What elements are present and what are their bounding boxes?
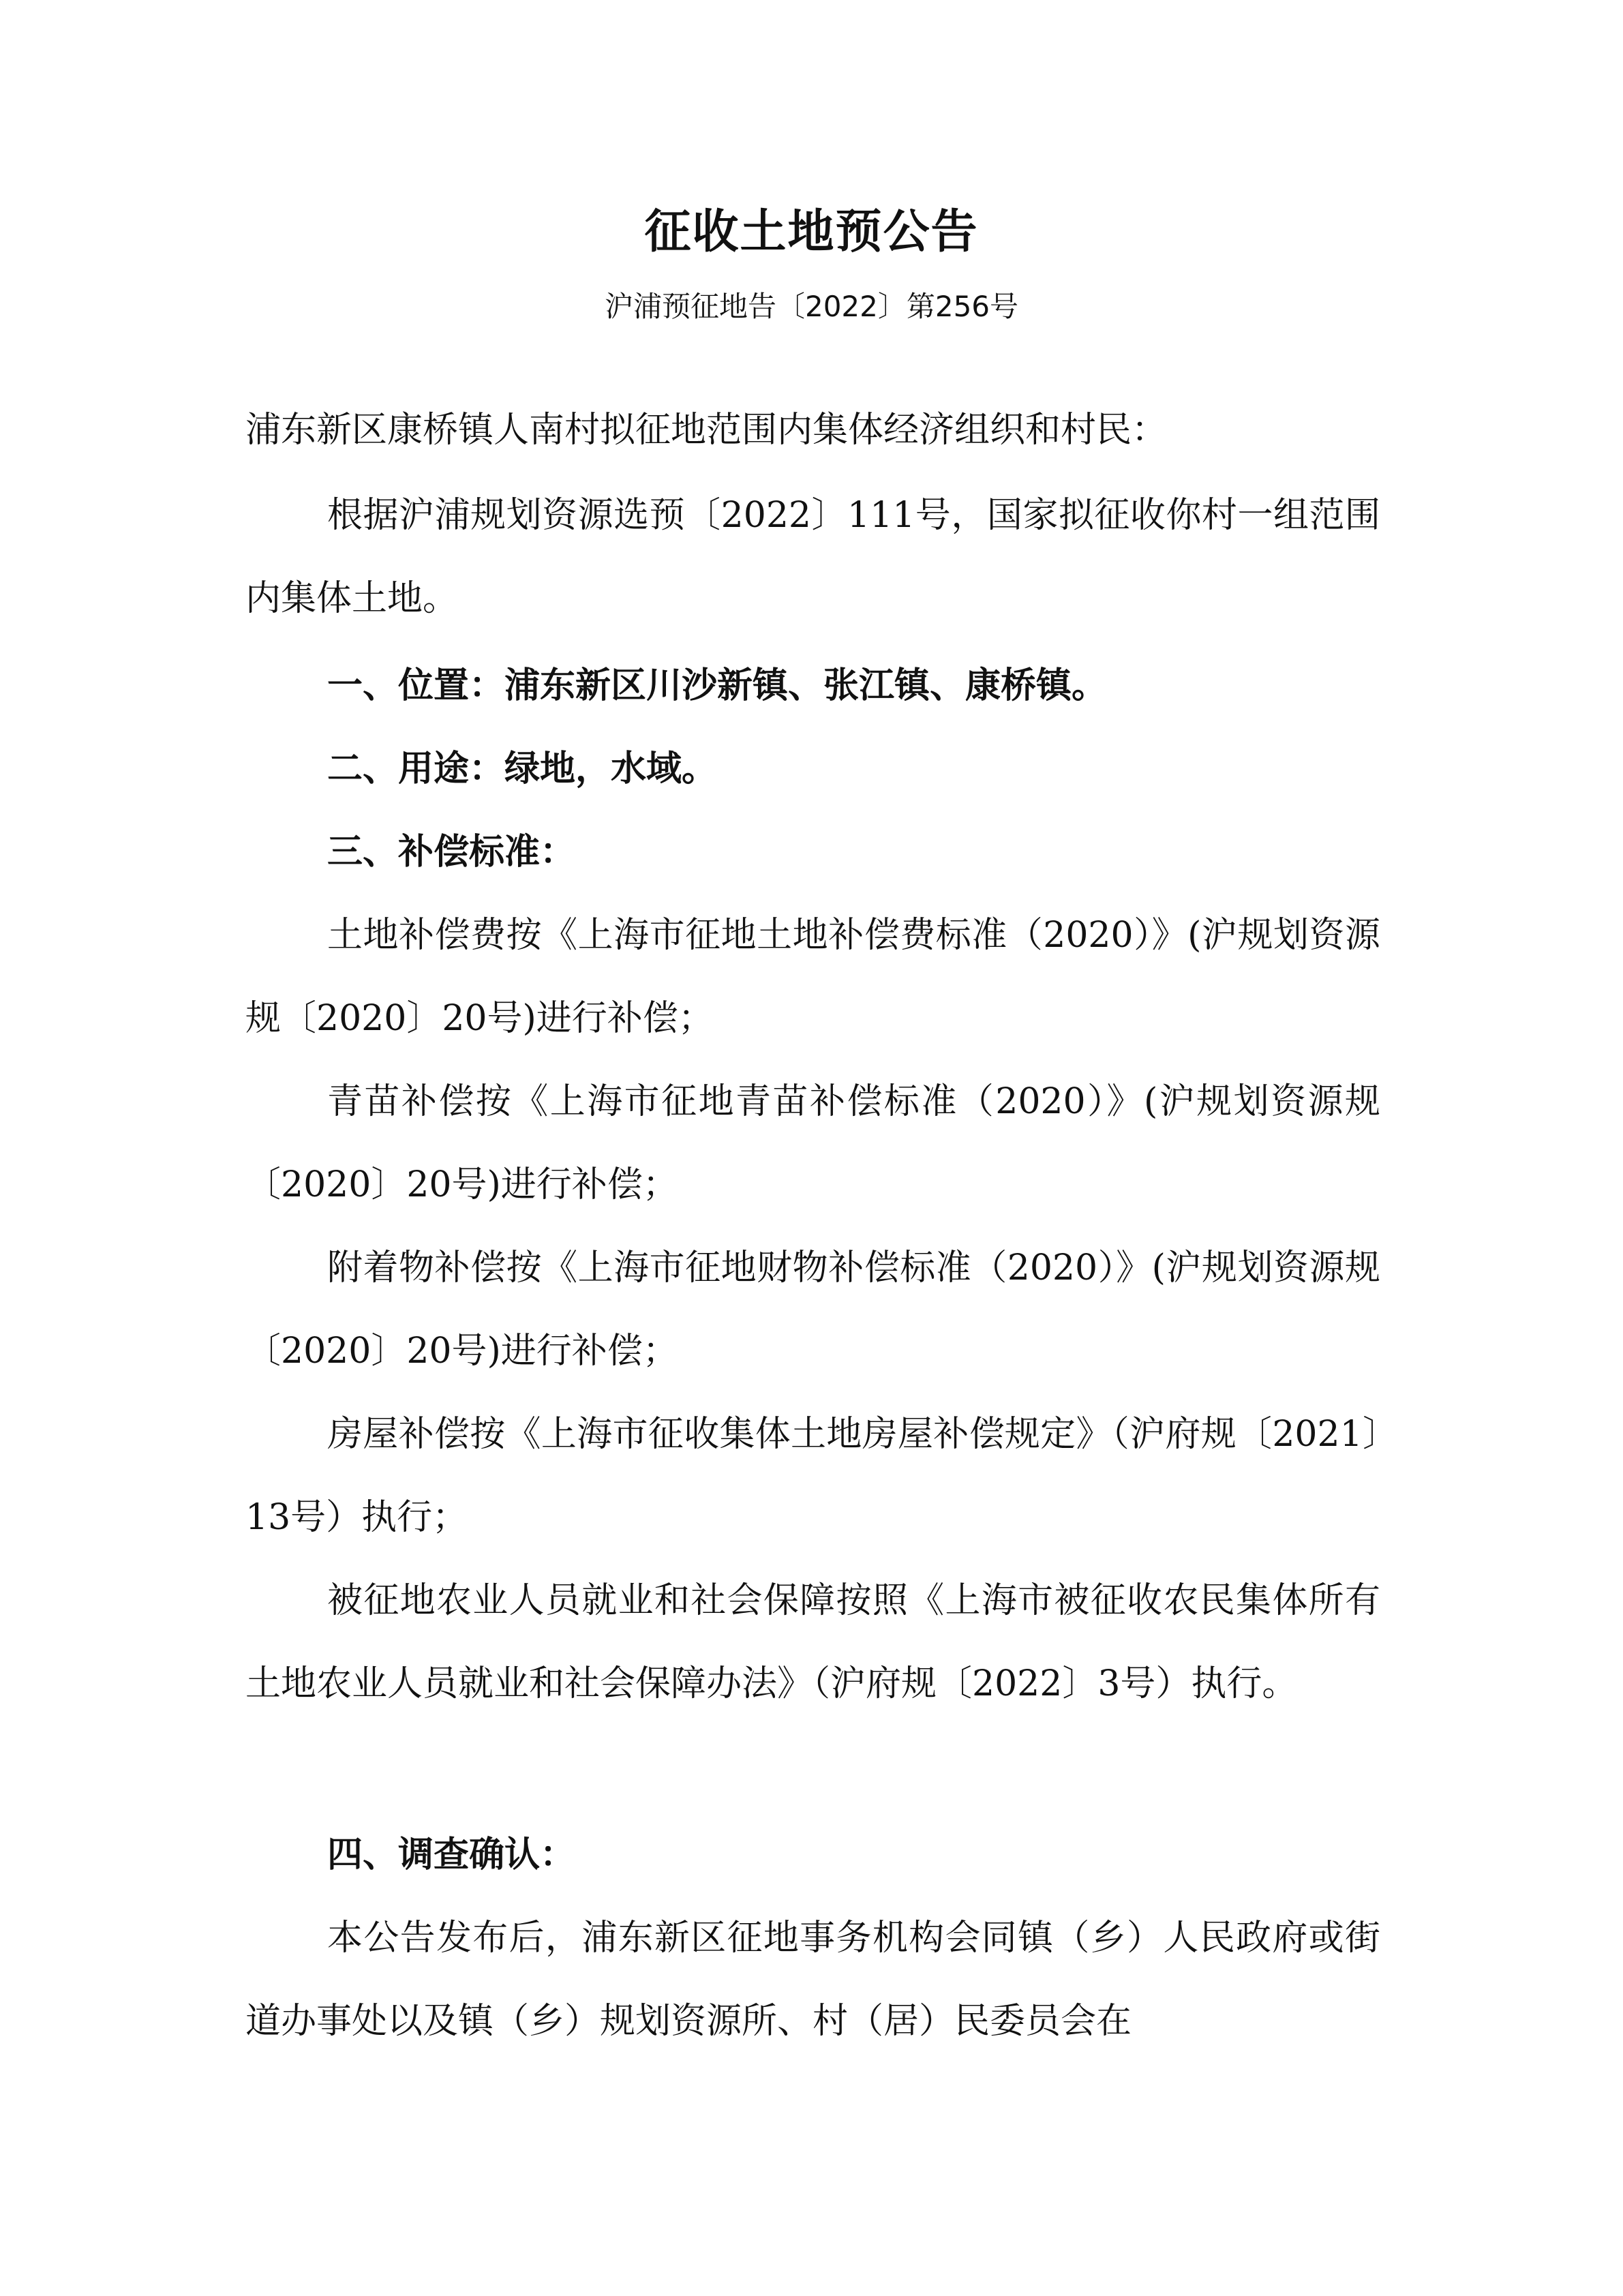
section-compensation-heading: 三、补偿标准： xyxy=(327,832,576,873)
section-survey-heading: 四、调查确认： xyxy=(327,1834,576,1875)
housing-compensation-paragraph: 房屋补偿按《上海市征收集体土地房屋补偿规定》（沪府规〔2021〕13号）执行； xyxy=(245,1414,1380,1538)
land-compensation-paragraph: 土地补偿费按《上海市征地土地补偿费标准（2020）》(沪规划资源规〔2020〕20号)进行补偿； xyxy=(245,915,1380,1039)
survey-paragraph: 本公告发布后，浦东新区征地事务机构会同镇（乡）人民政府或街道办事处以及镇（乡）规划资源所、村（居）民委员会在 xyxy=(245,1918,1380,2042)
addressee: 浦东新区康桥镇人南村拟征地范围内集体经济组织和村民： xyxy=(245,410,1168,451)
section-location: 一、位置：浦东新区川沙新镇、张江镇、康桥镇。 xyxy=(327,665,1108,706)
social-security-paragraph: 被征地农业人员就业和社会保障按照《上海市被征收农民集体所有土地农业人员就业和社会保障办法》（沪府规〔2022〕3号）执行。 xyxy=(245,1580,1380,1704)
section-usage: 二、用途：绿地，水域。 xyxy=(327,749,718,789)
document-number: 沪浦预征地告〔2022〕第256号 xyxy=(604,290,1019,323)
page-title: 征收土地预公告 xyxy=(644,205,979,259)
attachment-compensation-paragraph: 附着物补偿按《上海市征地财物补偿标准（2020）》(沪规划资源规〔2020〕20号)进行补偿； xyxy=(245,1248,1380,1372)
intro-paragraph: 根据沪浦规划资源选预〔2022〕111号，国家拟征收你村一组范围内集体土地。 xyxy=(245,495,1380,619)
crop-compensation-paragraph: 青苗补偿按《上海市征地青苗补偿标准（2020）》(沪规划资源规〔2020〕20号)进行补偿； xyxy=(245,1081,1380,1205)
